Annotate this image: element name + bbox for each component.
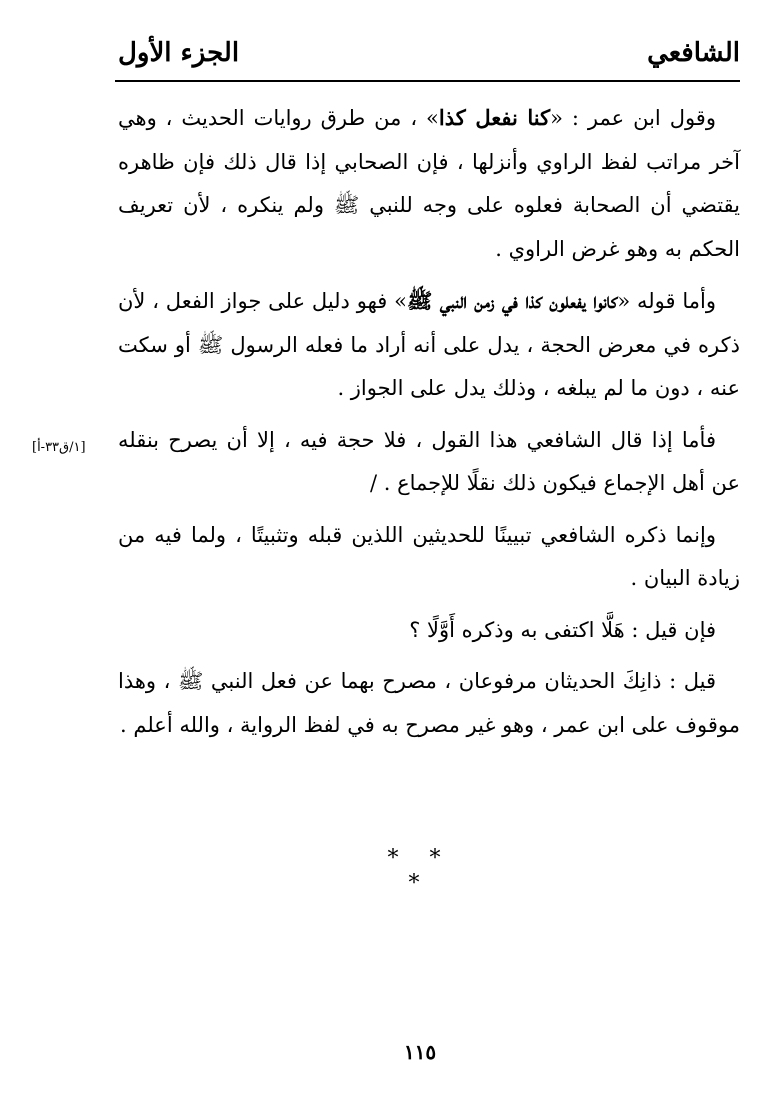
paragraph-1-quote: كنا نفعل كذا xyxy=(438,105,551,130)
running-header xyxy=(118,38,740,78)
main-text xyxy=(118,96,740,755)
section-separator: * * * xyxy=(387,846,453,896)
paragraph-1-start: وقول ابن عمر : « xyxy=(550,106,716,130)
paragraph-2 xyxy=(118,279,740,411)
page-number: ١١٥ xyxy=(403,1040,437,1064)
paragraph-3: فأما إذا قال الشافعي هذا القول ، فلا حجة فيه ، إلا أن يصرح بنقله عن أهل الإجماع فيكون ذلك نقلًا للإجماع . / xyxy=(118,427,740,495)
paragraph-5: فإن قيل : هَلَّا اكتفى به وذكره أَوَّلًا ؟ xyxy=(409,617,716,642)
paragraph-2-quote: كانوا يفعلون كذا في زمن النبي ﷺ xyxy=(406,288,618,313)
paragraph-4: وإنما ذكره الشافعي تبيينًا للحديثين اللذين قبله وتثبيتًا ، ولما فيه من زيادة البيان . xyxy=(118,522,740,590)
paragraph-1-rest: » ، من طرق روايات الحديث ، وهي آخر مراتب لفظ الراوي وأنزلها ، فإن الصحابي إذا قال ذلك فإن ظاهره يقتضي أن الصحابة فعلوه على وجه للنبي ﷺ ولم ينكره ، لأن تعريف الحكم به وهو غرض الراوي . xyxy=(118,106,740,261)
paragraph-2-rest: » فهو دليل على جواز الفعل ، لأن ذكره في معرض الحجة ، يدل على أنه أراد ما فعله الرسول ﷺ أو سكت عنه ، دون ما لم يبلغه ، وذلك يدل على الجواز . xyxy=(118,289,740,400)
manuscript-folio-note: [١/ق٣٣-أ] xyxy=(32,440,86,455)
book-title: الشافعي xyxy=(647,38,740,68)
paragraph-6: قيل : ذانِكَ الحديثان مرفوعان ، مصرح بهما عن فعل النبي ﷺ ، وهذا موقوف على ابن عمر ، وهو غير مصرح به في لفظ الرواية ، والله أعلم . xyxy=(118,669,740,737)
volume-label: الجزء الأول xyxy=(118,38,240,68)
paragraph-1 xyxy=(118,96,740,271)
paragraph-2-start: وأما قوله « xyxy=(617,289,717,313)
header-rule xyxy=(115,80,740,82)
